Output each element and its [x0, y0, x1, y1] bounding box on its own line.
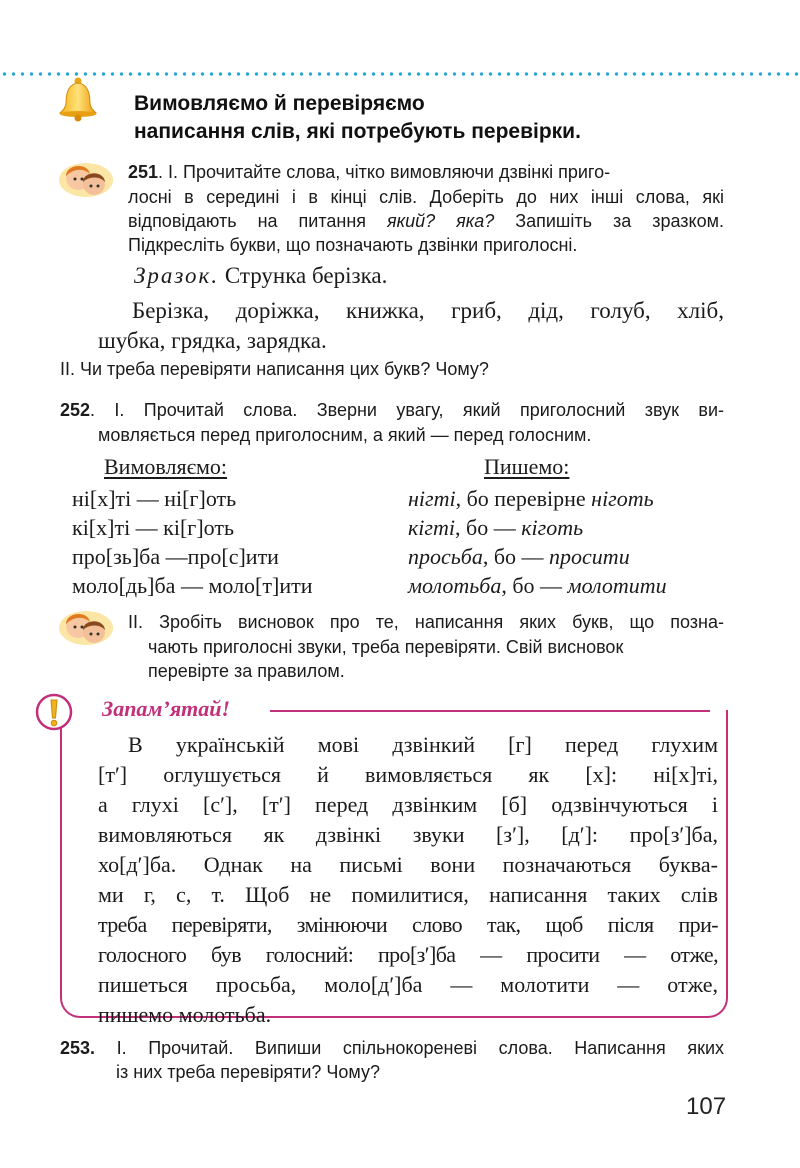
- ex251-line-3-a: відповідають на питання: [128, 211, 387, 231]
- rule-line: В українській мові дзвінкий [г] перед глухим: [128, 732, 718, 757]
- ex251-line-4: Підкресліть букви, що позначають дзвінки приголосні.: [128, 235, 578, 255]
- write-item: [408, 571, 667, 600]
- rule-line: ми г, с, т. Щоб не помилитися, написання таких слів: [98, 882, 718, 907]
- rule-line: вимовляються як дзвінкі звуки [з′], [д′]: про[з′]ба,: [98, 822, 718, 847]
- write-check-word: молотити: [567, 573, 667, 598]
- write-list: [408, 484, 667, 600]
- ex252-part2-line-2: чають приголосні звуки, треба перевіряти. Свій висновок: [148, 637, 624, 657]
- write-sep: , бо —: [482, 544, 550, 569]
- ex251-words-1: Берізка, доріжка, книжка, гриб, дід, голуб, хліб,: [132, 298, 724, 323]
- ex252-part2-line-3: перевірте за правилом.: [148, 661, 345, 681]
- rule-line: [т′] оглушується й вимовляється як [х]: ні[х]ті,: [98, 762, 718, 787]
- pair-work-icon: [56, 604, 114, 648]
- ex253-text-1: І. Прочитай. Випиши спільнокореневі слова. Написання яких: [95, 1038, 724, 1058]
- sample-label: Зразок.: [134, 263, 220, 288]
- pair-work-icon: [56, 156, 114, 200]
- sample-text: Струнка берізка.: [219, 263, 388, 288]
- write-word: просьба: [408, 544, 483, 569]
- write-item: [408, 484, 667, 513]
- heading-line-2: написання слів, які потребують перевірки.: [134, 120, 581, 143]
- col-left-header: Вимовляємо:: [104, 454, 228, 479]
- write-word: молотьба: [408, 573, 502, 598]
- write-check-word: ніготь: [591, 486, 654, 511]
- ex253-line-2: із них треба перевіряти? Чому?: [116, 1062, 381, 1082]
- exclamation-icon: [34, 692, 74, 732]
- pronounce-item: кі[х]ті — кі[г]оть: [72, 515, 235, 540]
- write-check-word: просити: [549, 544, 630, 569]
- ex252-number: 252: [60, 400, 91, 420]
- pronounce-item: моло[дь]ба — моло[т]ити: [72, 573, 313, 598]
- write-word: кігті: [408, 515, 455, 540]
- ex253-line-1: [60, 1036, 724, 1060]
- write-sep: , бо —: [455, 515, 522, 540]
- ex251-sample: [134, 263, 387, 289]
- write-check-word: кіготь: [521, 515, 584, 540]
- pronounce-list: [72, 484, 313, 600]
- heading-line-1: Вимовляємо й перевіряємо: [134, 92, 425, 115]
- ex251-number: 251: [128, 162, 159, 182]
- pronounce-item: ні[х]ті — ні[г]оть: [72, 486, 237, 511]
- write-word: нігті: [408, 486, 456, 511]
- rule-line: а глухі [с′], [т′] перед дзвінким [б] одзвінчуються і: [98, 792, 718, 817]
- ex251-text-1: . І. Прочитайте слова, чітко вимовляючи дзвінкі приго-: [158, 162, 611, 182]
- write-sep: , бо —: [501, 573, 568, 598]
- ex251-line-3-b: Запишіть за зразком.: [494, 211, 724, 231]
- rule-line: пишеться просьба, моло[д′]ба — молотити — отже,: [98, 972, 718, 997]
- rule-line: хо[д′]ба. Однак на письмі вони позначаються буква-: [98, 852, 718, 877]
- ex252-part2-line-1: ІІ. Зробіть висновок про те, написання яких букв, що позна-: [128, 612, 724, 632]
- ex251-part-2: ІІ. Чи треба перевіряти написання цих букв? Чому?: [60, 359, 489, 379]
- ex252-text-1: . І. Прочитай слова. Зверни увагу, який приголосний звук ви-: [90, 400, 724, 420]
- ex251-line-1: [128, 160, 724, 184]
- ex252-line-1: [60, 398, 724, 422]
- rule-title: Запам’ятай!: [96, 696, 236, 722]
- write-item: [408, 513, 667, 542]
- rule-line: голосного був голосний: про[з′]ба — просити — отже,: [98, 942, 718, 967]
- rule-box-top-line: [270, 710, 710, 712]
- dotted-divider: [0, 72, 800, 76]
- ex251-line-2: лосні в середині і в кінці слів. Доберіть до них інші слова, які: [128, 187, 724, 207]
- ex251-line-3: [128, 209, 724, 233]
- rule-line: треба перевіряти, змінюючи слово так, щоб після при-: [98, 912, 718, 937]
- ex251-words-2: шубка, грядка, зарядка.: [98, 328, 327, 353]
- rule-line: пишемо молотьба.: [98, 1002, 272, 1027]
- col-right-header: Пишемо:: [484, 454, 570, 479]
- write-sep: , бо перевірне: [455, 486, 592, 511]
- pronounce-item: про[зь]ба —про[с]ити: [72, 544, 279, 569]
- section-heading: [134, 90, 581, 146]
- write-item: [408, 542, 667, 571]
- bell-icon: [56, 76, 100, 122]
- ex252-line-2: мовляється перед приголосним, а який — перед голосним.: [98, 425, 592, 445]
- ex253-number: 253.: [60, 1038, 96, 1058]
- page-number: 107: [686, 1093, 727, 1120]
- ex251-question-words: який? яка?: [387, 211, 495, 231]
